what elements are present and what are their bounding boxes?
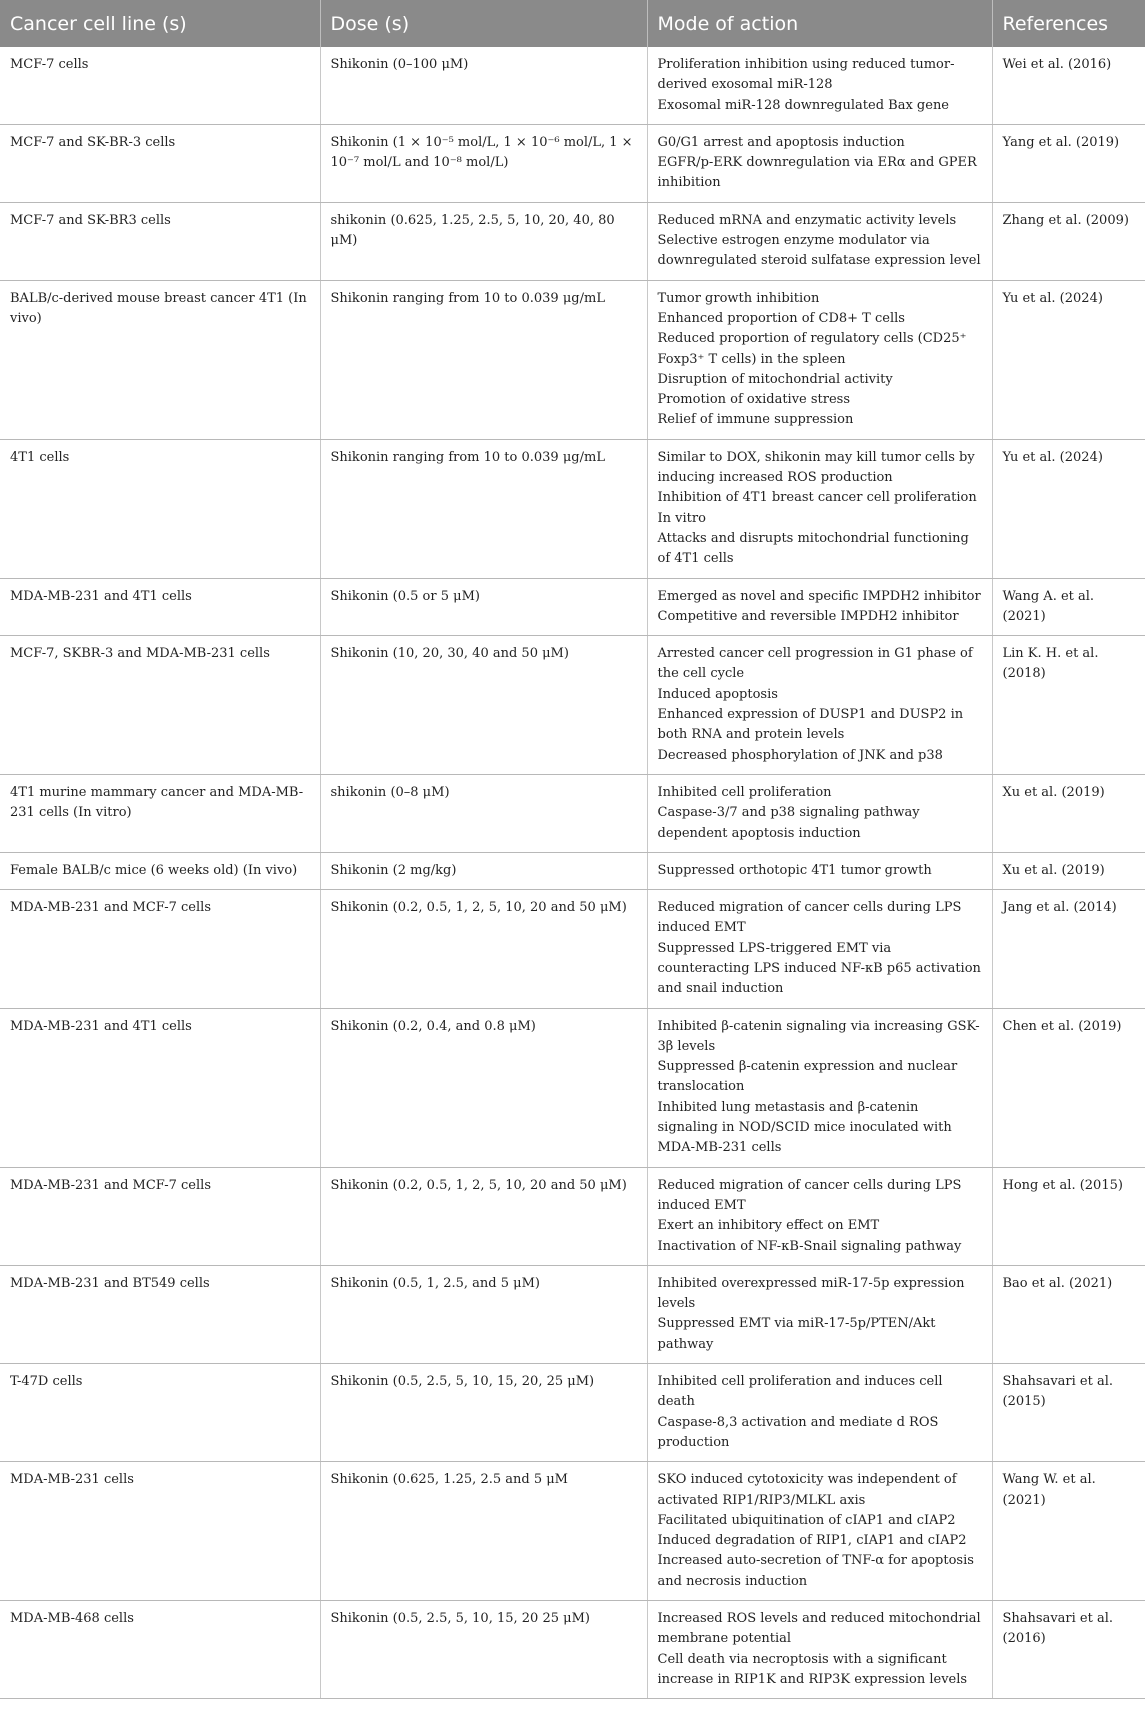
cell-line-cell: T-47D cells	[0, 1364, 320, 1462]
cell-line-cell: MDA-MB-231 and MCF-7 cells	[0, 1167, 320, 1265]
reference-cell: Xu et al. (2019)	[992, 774, 1145, 852]
dose-cell: Shikonin (0.5, 2.5, 5, 10, 15, 20, 25 μM)	[320, 1364, 647, 1462]
action-item: Suppressed EMT via miR-17-5p/PTEN/Akt pathway	[657, 1316, 936, 1352]
action-item: Inactivation of NF-κB-Snail signaling pathway	[657, 1238, 962, 1254]
cell-line-cell: MDA-MB-231 and 4T1 cells	[0, 578, 320, 636]
table-row	[0, 890, 1145, 1008]
reference-cell: Chen et al. (2019)	[992, 1008, 1145, 1167]
action-item: Inhibited β-catenin signaling via increasing GSK-3β levels	[657, 1018, 980, 1054]
action-item: Reduced proportion of regulatory cells (CD25⁺ Foxp3⁺ T cells) in the spleen	[657, 331, 967, 367]
mode-of-action-cell	[647, 578, 992, 636]
action-item: Enhanced expression of DUSP1 and DUSP2 in both RNA and protein levels	[657, 707, 964, 743]
header-row	[0, 0, 1145, 47]
action-item: Increased auto-secretion of TNF-α for apoptosis and necrosis induction	[657, 1553, 974, 1589]
table-row	[0, 1601, 1145, 1699]
table-row	[0, 1364, 1145, 1462]
header-dose: Dose (s)	[320, 0, 647, 47]
mode-of-action-cell	[647, 1364, 992, 1462]
dose-cell: Shikonin (0.625, 1.25, 2.5 and 5 μM	[320, 1462, 647, 1601]
mode-of-action-cell	[647, 636, 992, 775]
mode-of-action-cell	[647, 1265, 992, 1363]
action-item: Suppressed β-catenin expression and nuclear translocation	[657, 1059, 958, 1095]
mode-of-action-cell	[647, 47, 992, 124]
reference-cell: Bao et al. (2021)	[992, 1265, 1145, 1363]
action-item: Suppressed orthotopic 4T1 tumor growth	[657, 862, 932, 878]
table-row	[0, 578, 1145, 636]
action-item: Similar to DOX, shikonin may kill tumor cells by inducing increased ROS production	[657, 449, 975, 486]
reference-cell: Hong et al. (2015)	[992, 1167, 1145, 1265]
action-item: SKO induced cytotoxicity was independent of activated RIP1/RIP3/MLKL axis	[657, 1472, 957, 1508]
mode-of-action-cell	[647, 1008, 992, 1167]
mode-of-action-cell	[647, 774, 992, 852]
table-row	[0, 1008, 1145, 1167]
mode-of-action-cell	[647, 890, 992, 1008]
action-item: G0/G1 arrest and apoptosis induction	[657, 134, 905, 150]
action-item: Arrested cancer cell progression in G1 phase of the cell cycle	[657, 646, 973, 682]
cell-line-cell: BALB/c-derived mouse breast cancer 4T1 (In vivo)	[0, 280, 320, 439]
action-item: Reduced migration of cancer cells during LPS induced EMT	[657, 900, 962, 936]
action-item: Inhibited cell proliferation and induces cell death	[657, 1374, 943, 1410]
action-item: Tumor growth inhibition	[657, 290, 820, 306]
mode-of-action-cell	[647, 1601, 992, 1699]
reference-cell: Xu et al. (2019)	[992, 852, 1145, 889]
header-cell-line: Cancer cell line (s)	[0, 0, 320, 47]
cell-line-cell: MDA-MB-468 cells	[0, 1601, 320, 1699]
action-item: Emerged as novel and specific IMPDH2 inhibitor	[657, 588, 981, 604]
action-item: Decreased phosphorylation of JNK and p38	[657, 747, 943, 763]
mode-of-action-cell	[647, 124, 992, 202]
dose-cell: Shikonin (0.5, 1, 2.5, and 5 μM)	[320, 1265, 647, 1363]
reference-cell: Lin K. H. et al. (2018)	[992, 636, 1145, 775]
action-item: Caspase-3/7 and p38 signaling pathway dependent apoptosis induction	[657, 805, 920, 841]
action-item: Exosomal miR-128 downregulated Bax gene	[657, 97, 950, 113]
reference-cell: Yang et al. (2019)	[992, 124, 1145, 202]
action-item: Promotion of oxidative stress	[657, 392, 851, 408]
action-item: Inhibition of 4T1 breast cancer cell proliferation In vitro	[657, 490, 977, 526]
action-item: Exert an inhibitory effect on EMT	[657, 1218, 880, 1234]
action-item: Inhibited cell proliferation	[657, 784, 832, 800]
reference-cell: Jang et al. (2014)	[992, 890, 1145, 1008]
table-header	[0, 0, 1145, 47]
reference-cell: Zhang et al. (2009)	[992, 202, 1145, 280]
dose-cell: shikonin (0.625, 1.25, 2.5, 5, 10, 20, 40, 80 μM)	[320, 202, 647, 280]
cell-line-cell: Female BALB/c mice (6 weeks old) (In vivo)	[0, 852, 320, 889]
mode-of-action-cell	[647, 202, 992, 280]
action-item: Selective estrogen enzyme modulator via downregulated steroid sulfatase expression level	[657, 233, 981, 269]
action-item: Caspase-8,3 activation and mediate d ROS production	[657, 1414, 939, 1450]
dose-cell: shikonin (0–8 μM)	[320, 774, 647, 852]
table-row	[0, 439, 1145, 578]
dose-cell: Shikonin ranging from 10 to 0.039 μg/mL	[320, 439, 647, 578]
dose-cell: Shikonin (0.2, 0.4, and 0.8 μM)	[320, 1008, 647, 1167]
cell-line-cell: 4T1 murine mammary cancer and MDA-MB-231 cells (In vitro)	[0, 774, 320, 852]
table-row	[0, 124, 1145, 202]
action-item: Inhibited lung metastasis and β-catenin signaling in NOD/SCID mice inoculated with MDA-MB-231 cells	[657, 1099, 952, 1156]
action-item: Relief of immune suppression	[657, 412, 854, 428]
dose-cell: Shikonin (0.2, 0.5, 1, 2, 5, 10, 20 and 50 μM)	[320, 1167, 647, 1265]
table-row	[0, 47, 1145, 124]
cell-line-cell: 4T1 cells	[0, 439, 320, 578]
table-row	[0, 1265, 1145, 1363]
dose-cell: Shikonin ranging from 10 to 0.039 μg/mL	[320, 280, 647, 439]
dose-cell: Shikonin (1 × 10⁻⁵ mol/L, 1 × 10⁻⁶ mol/L, 1 × 10⁻⁷ mol/L and 10⁻⁸ mol/L)	[320, 124, 647, 202]
reference-cell: Yu et al. (2024)	[992, 280, 1145, 439]
action-item: Enhanced proportion of CD8+ T cells	[657, 310, 905, 326]
action-item: Attacks and disrupts mitochondrial functioning of 4T1 cells	[657, 530, 969, 567]
mode-of-action-cell	[647, 1167, 992, 1265]
cell-line-cell: MDA-MB-231 and BT549 cells	[0, 1265, 320, 1363]
action-item: Inhibited overexpressed miR-17-5p expression levels	[657, 1275, 965, 1312]
dose-cell: Shikonin (10, 20, 30, 40 and 50 μM)	[320, 636, 647, 775]
cell-line-cell: MCF-7, SKBR-3 and MDA-MB-231 cells	[0, 636, 320, 775]
cell-line-cell: MCF-7 and SK-BR3 cells	[0, 202, 320, 280]
table-row	[0, 1167, 1145, 1265]
reference-cell: Wei et al. (2016)	[992, 47, 1145, 124]
cell-line-cell: MDA-MB-231 cells	[0, 1462, 320, 1601]
reference-cell: Wang W. et al. (2021)	[992, 1462, 1145, 1601]
table-row	[0, 1462, 1145, 1601]
action-item: Induced degradation of RIP1, cIAP1 and cIAP2	[657, 1533, 967, 1549]
mode-of-action-cell	[647, 852, 992, 889]
table-row	[0, 280, 1145, 439]
action-item: Suppressed LPS-triggered EMT via counteracting LPS induced NF-κB p65 activation and snail induction	[657, 940, 981, 997]
dose-cell: Shikonin (0.2, 0.5, 1, 2, 5, 10, 20 and 50 μM)	[320, 890, 647, 1008]
action-item: Facilitated ubiquitination of cIAP1 and cIAP2	[657, 1512, 956, 1528]
mode-of-action-cell	[647, 1462, 992, 1601]
action-item: EGFR/p-ERK downregulation via ERα and GPER inhibition	[657, 155, 977, 191]
reference-cell: Yu et al. (2024)	[992, 439, 1145, 578]
table-row	[0, 852, 1145, 889]
dose-cell: Shikonin (0–100 μM)	[320, 47, 647, 124]
table-row	[0, 774, 1145, 852]
dose-cell: Shikonin (0.5, 2.5, 5, 10, 15, 20 25 μM)	[320, 1601, 647, 1699]
dose-cell: Shikonin (0.5 or 5 μM)	[320, 578, 647, 636]
cell-line-cell: MDA-MB-231 and 4T1 cells	[0, 1008, 320, 1167]
reference-cell: Shahsavari et al. (2015)	[992, 1364, 1145, 1462]
cell-line-cell: MCF-7 cells	[0, 47, 320, 124]
mode-of-action-cell	[647, 439, 992, 578]
action-item: Competitive and reversible IMPDH2 inhibitor	[657, 608, 959, 624]
action-item: Induced apoptosis	[657, 686, 778, 702]
table-row	[0, 202, 1145, 280]
action-item: Cell death via necroptosis with a significant increase in RIP1K and RIP3K expression levels	[657, 1651, 968, 1687]
reference-cell: Shahsavari et al. (2016)	[992, 1601, 1145, 1699]
header-mode-of-action: Mode of action	[647, 0, 992, 47]
action-item: Reduced migration of cancer cells during LPS induced EMT	[657, 1177, 962, 1213]
reference-cell: Wang A. et al. (2021)	[992, 578, 1145, 636]
dose-cell: Shikonin (2 mg/kg)	[320, 852, 647, 889]
mode-of-action-cell	[647, 280, 992, 439]
table-body	[0, 47, 1145, 1699]
header-references: References	[992, 0, 1145, 47]
action-item: Increased ROS levels and reduced mitochondrial membrane potential	[657, 1611, 981, 1647]
action-item: Disruption of mitochondrial activity	[657, 371, 893, 387]
cell-line-cell: MCF-7 and SK-BR-3 cells	[0, 124, 320, 202]
action-item: Proliferation inhibition using reduced tumor-derived exosomal miR-128	[657, 57, 955, 93]
action-item: Reduced mRNA and enzymatic activity levels	[657, 212, 957, 228]
table-row	[0, 636, 1145, 775]
cell-line-cell: MDA-MB-231 and MCF-7 cells	[0, 890, 320, 1008]
